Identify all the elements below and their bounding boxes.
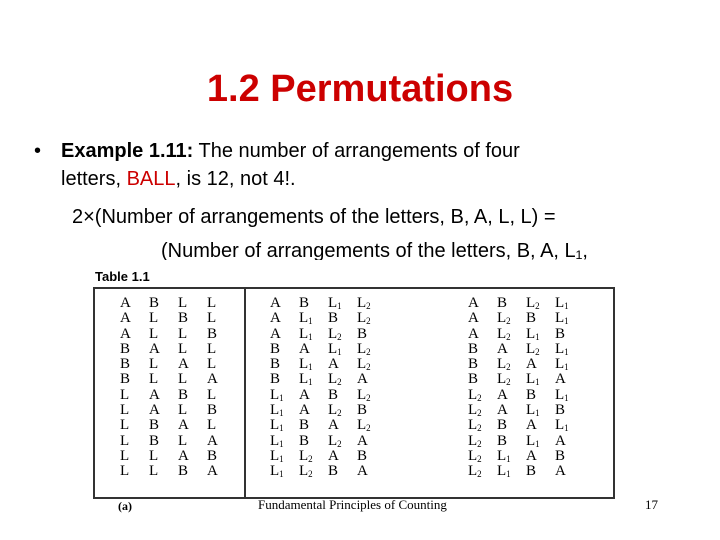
table-cell: B: [468, 340, 479, 357]
table-row: [468, 434, 584, 449]
table-cell: A: [526, 417, 537, 434]
table-row: [270, 464, 386, 479]
table-cell: $L_2$: [299, 447, 313, 464]
table-cell: L: [178, 295, 188, 311]
table-cell: L: [120, 386, 130, 403]
table-cell: A: [178, 417, 189, 434]
table-cell: B: [526, 463, 537, 480]
table-row: [120, 372, 236, 387]
table-cell: $L_2$: [357, 295, 371, 311]
table-cell: B: [357, 402, 368, 419]
table-cell: L: [120, 447, 130, 464]
table-cell: B: [468, 371, 479, 388]
table-cell: L: [149, 310, 159, 327]
table-caption: Table 1.1: [95, 269, 150, 284]
table-group-c: [468, 296, 584, 480]
table-cell: $L_1$: [555, 295, 569, 311]
table-cell: $L_2$: [468, 463, 482, 480]
equation-line-2: (Number of arrangements of the letters, B, A, L₁,: [161, 240, 588, 260]
table-cell: B: [526, 310, 537, 327]
table-cell: $L_1$: [270, 402, 284, 419]
table-row: [120, 311, 236, 326]
table-cell: L: [149, 447, 159, 464]
ball-word: BALL: [126, 168, 176, 190]
example-label: Example 1.11:: [61, 140, 194, 162]
bullet-line-1: [61, 138, 520, 164]
table-cell: A: [270, 325, 281, 342]
table-cell: B: [270, 340, 281, 357]
table-cell: $L_1$: [270, 417, 284, 434]
table-cell: A: [526, 356, 537, 373]
table-cell: L: [207, 356, 217, 373]
table-cell: A: [270, 295, 281, 311]
table-cell: L: [120, 402, 130, 419]
table-row: [270, 434, 386, 449]
table-row: [270, 342, 386, 357]
table-row: [468, 464, 584, 479]
table-row: [270, 357, 386, 372]
table-cell: $L_2$: [328, 432, 342, 449]
bullet-text-2b: , is 12, not 4!.: [175, 168, 296, 190]
table-cell: A: [328, 356, 339, 373]
table-cell: A: [149, 386, 160, 403]
table-cell: B: [178, 463, 189, 480]
table-row: [120, 418, 236, 433]
table-group-a: [120, 296, 236, 480]
table-cell: L: [149, 371, 159, 388]
table-cell: $L_1$: [328, 295, 342, 311]
table-cell: B: [328, 463, 339, 480]
table-cell: A: [468, 295, 479, 311]
table-row: [270, 388, 386, 403]
table-row: [270, 327, 386, 342]
table-row: [468, 418, 584, 433]
table-cell: B: [357, 447, 368, 464]
table-cell: $L_1$: [299, 356, 313, 373]
table-cell: A: [207, 463, 218, 480]
table-row: [270, 418, 386, 433]
table-cell: B: [207, 447, 218, 464]
table-cell: A: [207, 371, 218, 388]
table-cell: B: [299, 417, 310, 434]
table-cell: B: [555, 325, 566, 342]
table-cell: A: [149, 340, 160, 357]
table-row: [468, 342, 584, 357]
table-row: [270, 403, 386, 418]
table-cell: $L_1$: [555, 310, 569, 327]
table-cell: $L_1$: [497, 463, 511, 480]
table-row: [468, 372, 584, 387]
table-cell: $L_2$: [357, 356, 371, 373]
table-cell: $L_2$: [497, 325, 511, 342]
table-cell: B: [149, 432, 160, 449]
table-group-b: [270, 296, 386, 480]
table-cell: B: [497, 295, 508, 311]
table-cell: B: [270, 371, 281, 388]
table-cell: A: [497, 340, 508, 357]
table-cell: A: [555, 432, 566, 449]
table-cell: L: [120, 463, 130, 480]
table-cell: L: [120, 432, 130, 449]
table-cell: A: [555, 371, 566, 388]
table-cell: B: [207, 402, 218, 419]
table-cell: $L_2$: [468, 432, 482, 449]
table-cell: B: [270, 356, 281, 373]
table-cell: L: [120, 417, 130, 434]
table-cell: $L_2$: [299, 463, 313, 480]
table-cell: $L_1$: [270, 463, 284, 480]
table-cell: $L_1$: [526, 432, 540, 449]
table-row: [120, 357, 236, 372]
table-cell: B: [299, 432, 310, 449]
table-cell: $L_2$: [468, 447, 482, 464]
table-cell: A: [357, 371, 368, 388]
bullet-line-2: [61, 166, 296, 192]
table-cell: A: [328, 417, 339, 434]
table-cell: A: [120, 310, 131, 327]
table-cell: A: [207, 432, 218, 449]
table-row: [120, 296, 236, 311]
table-row: [270, 311, 386, 326]
table-row: [468, 388, 584, 403]
table-cell: $L_2$: [468, 402, 482, 419]
table-cell: B: [299, 295, 310, 311]
table-cell: $L_1$: [270, 386, 284, 403]
table-row: [468, 327, 584, 342]
table-row: [468, 357, 584, 372]
table-cell: $L_1$: [299, 325, 313, 342]
table-cell: $L_2$: [497, 371, 511, 388]
table-cell: $L_1$: [270, 432, 284, 449]
table-cell: A: [270, 310, 281, 327]
table-cell: $L_2$: [497, 356, 511, 373]
table-cell: $L_2$: [497, 310, 511, 327]
table-row: [270, 449, 386, 464]
table-cell: B: [357, 325, 368, 342]
table-cell: A: [526, 447, 537, 464]
table-row: [120, 388, 236, 403]
table-cell: A: [178, 356, 189, 373]
table-cell: $L_1$: [270, 447, 284, 464]
table-cell: A: [497, 402, 508, 419]
table-cell: B: [149, 295, 160, 311]
table-cell: A: [357, 432, 368, 449]
table-cell: A: [497, 386, 508, 403]
table-cell: A: [299, 402, 310, 419]
table-cell: A: [120, 325, 131, 342]
table-cell: L: [178, 325, 188, 342]
table-cell: $L_2$: [357, 340, 371, 357]
table-row: [468, 311, 584, 326]
table-cell: $L_1$: [497, 447, 511, 464]
table-cell: $L_1$: [299, 371, 313, 388]
table-cell: A: [357, 463, 368, 480]
table-cell: B: [555, 402, 566, 419]
equation-line-1: 2×(Number of arrangements of the letters, B, A, L, L) =: [72, 206, 556, 228]
table-row: [120, 434, 236, 449]
table-row: [468, 403, 584, 418]
table-cell: A: [468, 325, 479, 342]
bullet-text-2a: letters,: [61, 168, 127, 190]
table-cell: $L_1$: [555, 340, 569, 357]
table-cell: $L_2$: [328, 402, 342, 419]
table-cell: $L_2$: [357, 310, 371, 327]
table-cell: L: [178, 340, 188, 357]
table-cell: A: [299, 386, 310, 403]
table-cell: $L_1$: [328, 340, 342, 357]
table-cell: B: [120, 356, 131, 373]
table-cell: L: [178, 371, 188, 388]
table-cell: B: [178, 310, 189, 327]
table-cell: $L_2$: [328, 371, 342, 388]
table-cell: B: [526, 386, 537, 403]
table-row: [270, 296, 386, 311]
table-cell: A: [468, 310, 479, 327]
table-cell: L: [207, 417, 217, 434]
table-cell: $L_2$: [468, 417, 482, 434]
table-cell: $L_2$: [328, 325, 342, 342]
table-row: [270, 372, 386, 387]
table-cell: L: [149, 325, 159, 342]
table-cell: B: [120, 371, 131, 388]
table-cell: $L_1$: [526, 402, 540, 419]
table-cell: $L_2$: [468, 386, 482, 403]
table-cell: L: [207, 310, 217, 327]
table-row: [120, 342, 236, 357]
table-cell: A: [120, 295, 131, 311]
footer-title: Fundamental Principles of Counting: [258, 497, 447, 512]
slide-title: 1.2 Permutations: [206, 68, 514, 110]
table-row: [120, 403, 236, 418]
table-cell: $L_1$: [555, 386, 569, 403]
table-cell: A: [555, 463, 566, 480]
table-cell: A: [328, 447, 339, 464]
table-cell: L: [207, 295, 217, 311]
table-cell: B: [555, 447, 566, 464]
table-cell: L: [149, 356, 159, 373]
table-divider: [244, 287, 246, 499]
table-cell: B: [468, 356, 479, 373]
table-cell: L: [207, 340, 217, 357]
table-row: [120, 327, 236, 342]
table-row: [120, 464, 236, 479]
table-cell: B: [328, 310, 339, 327]
table-cell: A: [149, 402, 160, 419]
table-cell: $L_1$: [555, 356, 569, 373]
table-cell: $L_1$: [555, 417, 569, 434]
table-cell: B: [149, 417, 160, 434]
table-cell: $L_2$: [526, 340, 540, 357]
table-cell: B: [497, 432, 508, 449]
table-cell: $L_1$: [526, 371, 540, 388]
bullet-text-1: The number of arrangements of four: [193, 140, 520, 162]
table-cell: B: [120, 340, 131, 357]
table-cell: B: [497, 417, 508, 434]
table-cell: $L_1$: [299, 310, 313, 327]
table-cell: $L_2$: [357, 417, 371, 434]
table-cell: B: [178, 386, 189, 403]
table-cell: B: [328, 386, 339, 403]
table-cell: L: [178, 402, 188, 419]
page-number: 17: [645, 497, 658, 512]
table-cell: L: [178, 432, 188, 449]
bullet-marker: •: [34, 140, 42, 162]
table-cell: $L_2$: [526, 295, 540, 311]
table-cell: A: [299, 340, 310, 357]
table-cell: $L_2$: [357, 386, 371, 403]
table-cell: L: [149, 463, 159, 480]
table-label: (a): [118, 499, 132, 513]
table-cell: B: [207, 325, 218, 342]
table-row: [468, 449, 584, 464]
table-cell: L: [207, 386, 217, 403]
table-row: [120, 449, 236, 464]
table-cell: A: [178, 447, 189, 464]
table-cell: $L_1$: [526, 325, 540, 342]
table-row: [468, 296, 584, 311]
